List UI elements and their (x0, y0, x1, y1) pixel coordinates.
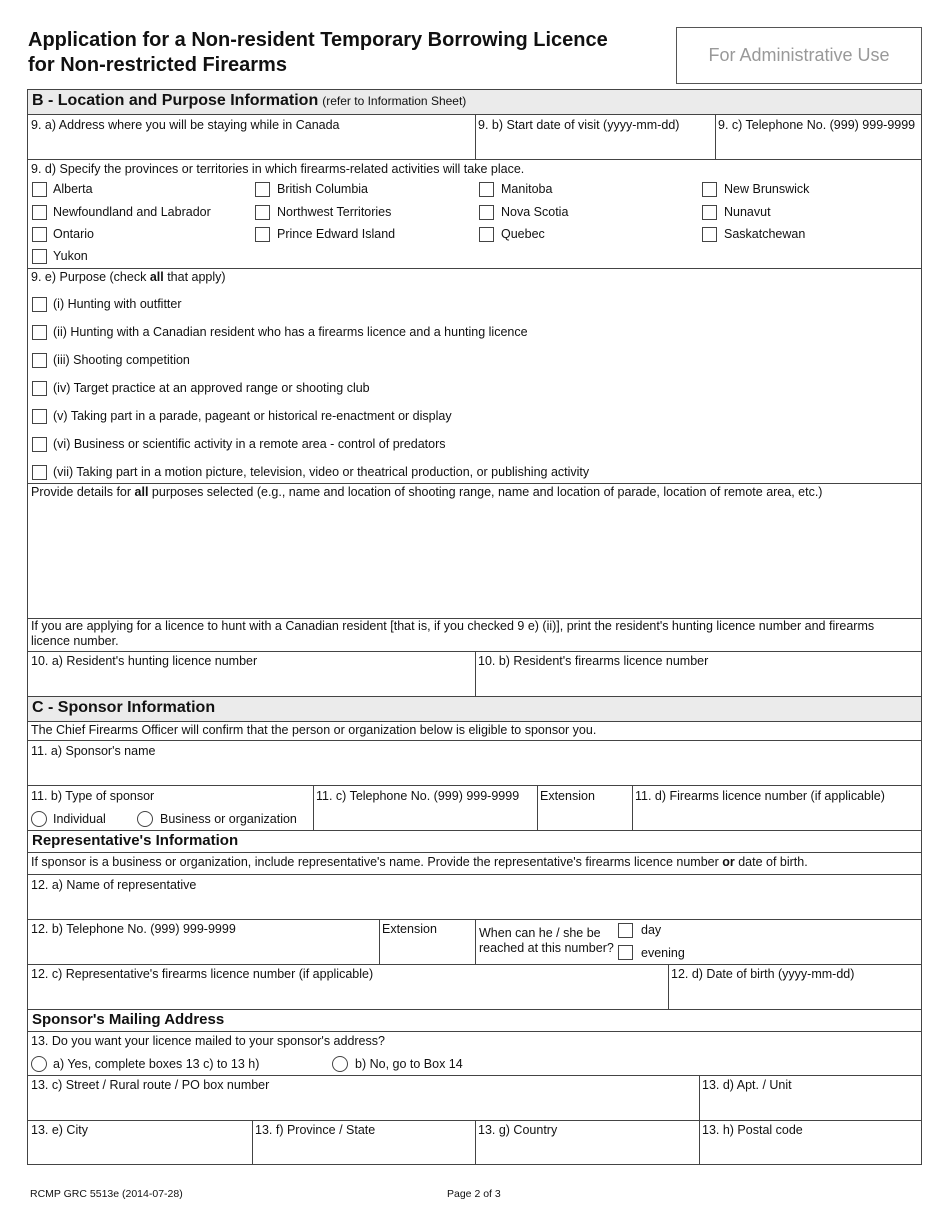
checkbox-purpose-parade[interactable] (32, 409, 47, 424)
checkbox-prince-edward-island[interactable] (255, 227, 270, 242)
representative-dob-label: 12. d) Date of birth (yyyy-mm-dd) (671, 967, 855, 981)
label-purpose-outfitter: (i) Hunting with outfitter (53, 297, 182, 311)
radio-sponsor-individual[interactable] (31, 811, 47, 827)
resident-hunting-licence-label: 10. a) Resident's hunting licence number (31, 654, 258, 668)
representative-dob-field[interactable] (669, 964, 922, 1009)
checkbox-northwest-territories[interactable] (255, 205, 270, 220)
representative-note-bold: or (722, 855, 735, 869)
label-purpose-motion-picture: (vii) Taking part in a motion picture, television, video or theatrical production, or publishing activity (53, 465, 590, 479)
sponsor-telephone-label: 11. c) Telephone No. (999) 999-9999 (316, 789, 520, 803)
sponsor-extension-label: Extension (540, 789, 595, 803)
divider (475, 919, 476, 964)
form-title-line1: Application for a Non-resident Temporary Borrowing Licence (28, 29, 608, 51)
checkbox-purpose-predator-control[interactable] (32, 437, 47, 452)
divider (28, 852, 921, 853)
purpose-question-prefix: 9. e) Purpose (check (31, 270, 150, 284)
resident-firearms-licence-field[interactable] (476, 651, 922, 696)
section-b-header (32, 92, 466, 110)
checkbox-ontario[interactable] (32, 227, 47, 242)
label-sponsor-individual: Individual (53, 812, 106, 826)
street-field[interactable] (28, 1075, 699, 1120)
representative-telephone-field[interactable] (28, 919, 379, 964)
form-title-line2: for Non-restricted Firearms (28, 54, 287, 76)
admin-use-box (676, 27, 922, 84)
representative-title: Representative's Information (32, 832, 239, 849)
resident-note: If you are applying for a licence to hunt with a Canadian resident [that is, if you checked 9 e) (ii)], print the resident's hunting licence number and firearms licence number. (31, 619, 875, 648)
sponsor-name-label: 11. a) Sponsor's name (31, 744, 156, 758)
label-saskatchewan: Saskatchewan (724, 227, 806, 241)
label-mail-no: b) No, go to Box 14 (355, 1057, 463, 1071)
radio-mail-yes[interactable] (31, 1056, 47, 1072)
radio-mail-no[interactable] (332, 1056, 348, 1072)
apt-label: 13. d) Apt. / Unit (702, 1078, 792, 1092)
telephone-field[interactable] (716, 114, 922, 159)
telephone-label: 9. c) Telephone No. (999) 999-9999 (718, 118, 916, 132)
page-number: Page 2 of 3 (447, 1188, 501, 1200)
checkbox-purpose-shooting-competition[interactable] (32, 353, 47, 368)
label-yukon: Yukon (53, 249, 88, 263)
postal-code-label: 13. h) Postal code (702, 1123, 803, 1137)
label-sponsor-business: Business or organization (160, 812, 297, 826)
representative-telephone-label: 12. b) Telephone No. (999) 999-9999 (31, 922, 236, 936)
city-label: 13. e) City (31, 1123, 88, 1137)
checkbox-new-brunswick[interactable] (702, 182, 717, 197)
resident-firearms-licence-label: 10. b) Resident's firearms licence number (478, 654, 709, 668)
label-prince-edward-island: Prince Edward Island (277, 227, 396, 241)
admin-use-label: For Administrative Use (708, 45, 890, 65)
address-field[interactable] (28, 114, 475, 159)
label-reach-evening: evening (641, 946, 685, 960)
purpose-question-suffix: that apply) (163, 270, 226, 284)
form-frame (27, 89, 922, 1165)
country-label: 13. g) Country (478, 1123, 558, 1137)
details-bold: all (134, 485, 149, 499)
street-label: 13. c) Street / Rural route / PO box number (31, 1078, 270, 1092)
form-id: RCMP GRC 5513e (2014-07-28) (30, 1188, 183, 1200)
label-purpose-parade: (v) Taking part in a parade, pageant or historical re-enactment or display (53, 409, 452, 423)
label-purpose-predator-control: (vi) Business or scientific activity in a remote area - control of predators (53, 437, 446, 451)
sponsor-telephone-field[interactable] (314, 785, 537, 830)
checkbox-alberta[interactable] (32, 182, 47, 197)
purpose-question (31, 270, 226, 285)
section-c-title: C - Sponsor Information (32, 699, 216, 716)
representative-note-prefix: If sponsor is a business or organization, include representative's name. Provide the representative's firearms licence number (31, 855, 723, 869)
representative-note (31, 855, 808, 870)
start-date-field[interactable] (476, 114, 715, 159)
checkbox-purpose-target-practice[interactable] (32, 381, 47, 396)
postal-code-field[interactable] (700, 1120, 922, 1165)
section-b-note: (refer to Information Sheet) (322, 94, 467, 108)
sponsor-type-label: 11. b) Type of sponsor (31, 789, 155, 803)
label-purpose-shooting-competition: (iii) Shooting competition (53, 353, 190, 367)
sponsor-extension-field[interactable] (538, 785, 632, 830)
label-british-columbia: British Columbia (277, 182, 369, 196)
representative-extension-label: Extension (382, 922, 437, 936)
checkbox-reach-day[interactable] (618, 923, 633, 938)
province-state-label: 13. f) Province / State (255, 1123, 376, 1137)
resident-hunting-licence-field[interactable] (28, 651, 475, 696)
form-title (28, 28, 678, 78)
mailing-address-title: Sponsor's Mailing Address (32, 1011, 225, 1028)
start-date-label: 9. b) Start date of visit (yyyy-mm-dd) (478, 118, 680, 132)
label-new-brunswick: New Brunswick (724, 182, 810, 196)
provinces-question: 9. d) Specify the provinces or territories in which firearms-related activities will take place. (31, 162, 525, 176)
representative-note-suffix: date of birth. (734, 855, 808, 869)
province-state-field[interactable] (253, 1120, 475, 1165)
sponsor-licence-field[interactable] (633, 785, 922, 830)
checkbox-purpose-resident-hunting[interactable] (32, 325, 47, 340)
section-b-title: B - Location and Purpose Information (32, 92, 319, 109)
checkbox-nunavut[interactable] (702, 205, 717, 220)
sponsor-licence-label: 11. d) Firearms licence number (if applicable) (635, 789, 885, 803)
details-textarea[interactable] (28, 502, 922, 617)
checkbox-quebec[interactable] (479, 227, 494, 242)
reach-question-line1: When can he / she be (479, 926, 601, 940)
checkbox-reach-evening[interactable] (618, 945, 633, 960)
checkbox-british-columbia[interactable] (255, 182, 270, 197)
mail-question: 13. Do you want your licence mailed to your sponsor's address? (31, 1034, 385, 1048)
label-purpose-target-practice: (iv) Target practice at an approved range or shooting club (53, 381, 370, 395)
apt-field[interactable] (700, 1075, 922, 1120)
address-label: 9. a) Address where you will be staying while in Canada (31, 118, 340, 132)
label-nova-scotia: Nova Scotia (501, 205, 569, 219)
label-reach-day: day (641, 923, 662, 937)
label-ontario: Ontario (53, 227, 94, 241)
representative-licence-field[interactable] (28, 964, 668, 1009)
label-northwest-territories: Northwest Territories (277, 205, 392, 219)
city-field[interactable] (28, 1120, 252, 1165)
representative-extension-field[interactable] (380, 919, 475, 964)
checkbox-newfoundland[interactable] (32, 205, 47, 220)
label-alberta: Alberta (53, 182, 93, 196)
checkbox-manitoba[interactable] (479, 182, 494, 197)
divider (28, 159, 921, 160)
details-label (31, 485, 822, 500)
label-manitoba: Manitoba (501, 182, 553, 196)
details-prefix: Provide details for (31, 485, 135, 499)
label-mail-yes: a) Yes, complete boxes 13 c) to 13 h) (53, 1057, 260, 1071)
reach-question-line2: reached at this number? (479, 941, 614, 955)
sponsor-intro: The Chief Firearms Officer will confirm that the person or organization below is eligible to sponsor you. (31, 723, 597, 737)
label-newfoundland: Newfoundland and Labrador (53, 205, 211, 219)
divider (28, 1031, 921, 1032)
checkbox-saskatchewan[interactable] (702, 227, 717, 242)
label-nunavut: Nunavut (724, 205, 771, 219)
checkbox-purpose-outfitter[interactable] (32, 297, 47, 312)
label-purpose-resident-hunting: (ii) Hunting with a Canadian resident who has a firearms licence and a hunting licence (53, 325, 528, 339)
divider (28, 483, 921, 484)
representative-licence-label: 12. c) Representative's firearms licence number (if applicable) (31, 967, 374, 981)
representative-name-field[interactable] (28, 874, 922, 919)
label-quebec: Quebec (501, 227, 545, 241)
checkbox-yukon[interactable] (32, 249, 47, 264)
radio-sponsor-business[interactable] (137, 811, 153, 827)
divider (28, 721, 921, 722)
checkbox-purpose-motion-picture[interactable] (32, 465, 47, 480)
divider (28, 1009, 921, 1010)
divider (28, 830, 921, 831)
country-field[interactable] (476, 1120, 699, 1165)
representative-name-label: 12. a) Name of representative (31, 878, 197, 892)
purpose-question-bold: all (149, 270, 164, 284)
checkbox-nova-scotia[interactable] (479, 205, 494, 220)
details-suffix: purposes selected (e.g., name and location of shooting range, name and location of parade, location of remote area, etc.) (148, 485, 823, 499)
divider (28, 268, 921, 269)
sponsor-name-field[interactable] (28, 740, 922, 785)
